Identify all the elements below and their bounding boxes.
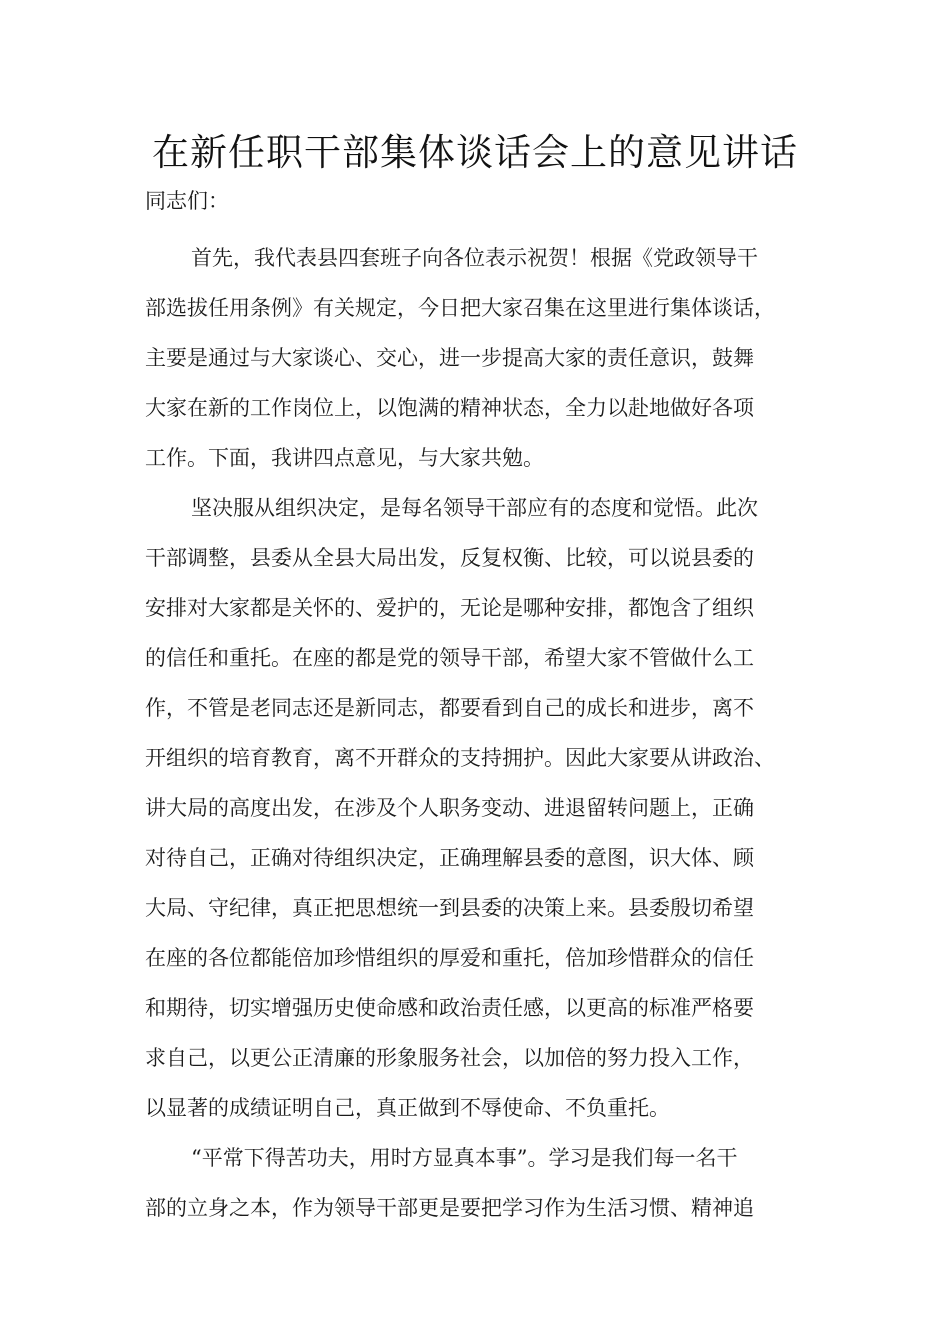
text-line: 安排对大家都是关怀的、爱护的，无论是哪种安排，都饱含了组织 xyxy=(145,596,754,620)
text-line: 部选拔任用条例》有关规定，今日把大家召集在这里进行集体谈话， xyxy=(145,296,775,320)
text-line: 讲大局的高度出发，在涉及个人职务变动、进退留转问题上，正确 xyxy=(145,796,754,820)
salutation: 同志们： xyxy=(145,189,229,213)
text-line: 求自己，以更公正清廉的形象服务社会，以加倍的努力投入工作， xyxy=(145,1046,754,1070)
text-line: 首先，我代表县四套班子向各位表示祝贺！根据《党政领导干 xyxy=(191,246,758,270)
paragraph-1 xyxy=(145,233,835,483)
text-line: 的信任和重托。在座的都是党的领导干部，希望大家不管做什么工 xyxy=(145,646,754,670)
text-line: 以显著的成绩证明自己，真正做到不辱使命、不负重托。 xyxy=(145,1096,670,1120)
document-title: 在新任职干部集体谈话会上的意见讲话 xyxy=(152,131,798,174)
text-line: “平常下得苦功夫，用时方显真本事”。学习是我们每一名干 xyxy=(191,1146,738,1170)
text-line: 干部调整，县委从全县大局出发，反复权衡、比较，可以说县委的 xyxy=(145,546,754,570)
text-line: 大家在新的工作岗位上，以饱满的精神状态，全力以赴地做好各项 xyxy=(145,396,754,420)
paragraph-3 xyxy=(145,1133,835,1233)
text-line: 作，不管是老同志还是新同志，都要看到自己的成长和进步，离不 xyxy=(145,696,754,720)
text-line: 在座的各位都能倍加珍惜组织的厚爱和重托，倍加珍惜群众的信任 xyxy=(145,946,754,970)
text-line: 部的立身之本，作为领导干部更是要把学习作为生活习惯、精神追 xyxy=(145,1196,754,1220)
text-line: 开组织的培育教育，离不开群众的支持拥护。因此大家要从讲政治、 xyxy=(145,746,775,770)
text-line: 坚决服从组织决定，是每名领导干部应有的态度和觉悟。此次 xyxy=(191,496,758,520)
text-line: 大局、守纪律，真正把思想统一到县委的决策上来。县委殷切希望 xyxy=(145,896,754,920)
text-line: 和期待，切实增强历史使命感和政治责任感，以更高的标准严格要 xyxy=(145,996,754,1020)
text-line: 工作。下面，我讲四点意见，与大家共勉。 xyxy=(145,446,544,470)
text-line: 对待自己，正确对待组织决定，正确理解县委的意图，识大体、顾 xyxy=(145,846,754,870)
paragraph-2 xyxy=(145,483,835,1133)
text-line: 主要是通过与大家谈心、交心，进一步提高大家的责任意识，鼓舞 xyxy=(145,346,754,370)
document-body xyxy=(145,233,835,1233)
